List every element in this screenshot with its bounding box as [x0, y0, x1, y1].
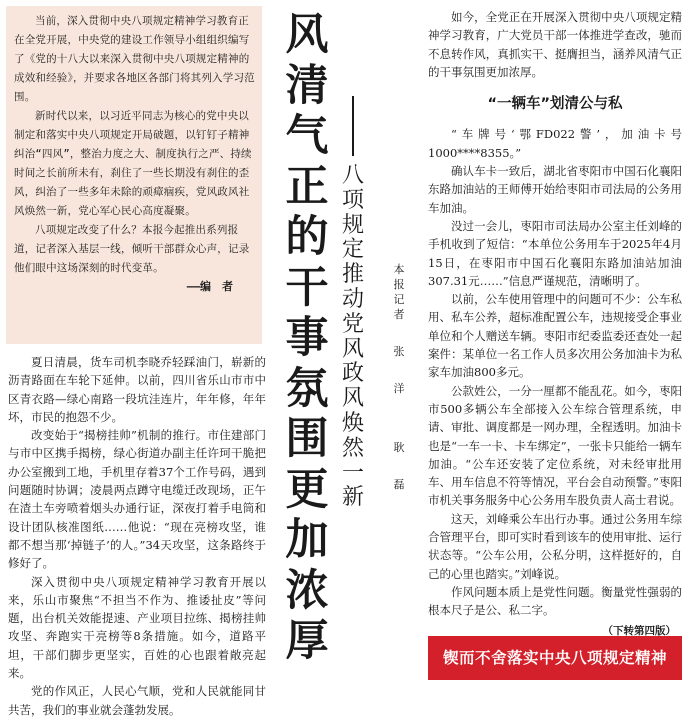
- subheadline-char: 然: [341, 435, 364, 461]
- article-paragraph: 以前，公车使用管理中的问题可不少：公车私用、私车公养，超标准配置公车，违规接受企事业单位和个人赠送车辆。枣阳市纪委监委还查处一起案件：某单位一名工作人员多次用公务加油卡为私家车加油800多元。: [428, 292, 682, 380]
- subheadline-char: 新: [341, 485, 364, 511]
- article-paragraph: 深入贯彻中央八项规定精神学习教育开展以来，乐山市聚焦“不担当不作为、推诿扯皮”等问题，出台机关效能提速、产业项目拉练、揭榜挂帅攻坚、奔跑实干亮榜等8条措施。如今，道路平坦，干部们脚步更坚实，百姓的心也跟着敞亮起来。: [8, 574, 266, 681]
- byline-name-char: 磊: [393, 478, 405, 491]
- headline-char: 气: [285, 111, 329, 161]
- headline-char: 清: [285, 60, 329, 111]
- headline-char: 事: [285, 313, 329, 363]
- headline-char: 加: [285, 515, 329, 565]
- headline-char: 浓: [285, 565, 329, 616]
- article-paragraph: 党的作风正，人民心气顺，党和人民就能同甘共苦，我们的事业就会蓬勃发展。: [8, 684, 266, 717]
- subheadline-char: 政: [341, 361, 364, 387]
- subheadline-char: 焕: [341, 410, 364, 436]
- intro-paragraph: 如今，全党正在开展深入贯彻中央八项规定精神学习教育，广大党员干部一体推进学查改，驰而不息转作风，真抓实干、挺膺担当，涵养风清气正的干事氛围更加浓厚。: [428, 10, 682, 79]
- subheadline: [340, 164, 366, 511]
- subheadline-char: 党: [341, 311, 364, 337]
- editor-note-paragraph: 当前，深入贯彻中央八项规定精神学习教育正在全党开展，中央党的建设工作领导小组组织编写了《党的十八大以来深入贯彻中央八项规定精神的成效和经验》，并要求各地区各部门将其列入学习范围。: [14, 15, 255, 103]
- subheadline-char: 动: [341, 286, 364, 312]
- headline-char: 氛: [285, 363, 329, 414]
- right-article-column: [428, 8, 682, 640]
- editor-note-paragraph: 新时代以来，以习近平同志为核心的党中央以制定和落实中央八项规定开局破题，以钉钉子精神纠治“四风”，整治力度之大、制度执行之严、持续时间之长前所未有，刹住了一些长期没有刹住的歪风，纠治了一些多年未除的顽瘴痼疾，党风政风社风焕然一新，党心军心民心高度凝聚。: [14, 110, 252, 217]
- headline-char: 厚: [285, 616, 329, 666]
- article-paragraph: 改变始于“揭榜挂帅”机制的推行。市住建部门与市中区携手揭榜，绿心街道办副主任许珂干脆把办公室搬到工地，手机里存着37个工作号码，遇到问题随时协调；凌晨两点蹲守电缆迁改现场，正午在渣土车旁喷着烟头办通行证，深夜打着手电筒和设计团队核准图纸……他说：“现在亮榜攻坚，谁都不想当那‘掉链子’的人。”34天攻坚，这条路终于修好了。: [8, 428, 266, 571]
- left-article-column: [8, 353, 266, 719]
- article-paragraph: 公款姓公，一分一厘都不能乱花。如今，枣阳市500多辆公车全部接入公车综合管理系统，申请、审批、调度都是一网办理，全程透明。加油卡也是“一车一卡、卡车绑定”，一张卡只能给一辆车加油。“公车还安装了定位系统，对未经审批用车、用车信息不符等情况，平台会自动预警。”枣阳市机关事务服务中心公务用车股负责人高士君说。: [428, 383, 682, 508]
- subheadline-char: 推: [341, 262, 364, 288]
- byline-label-char: 本: [393, 263, 405, 276]
- byline-name-char: 洋: [393, 382, 405, 395]
- headline-char: 正: [285, 161, 329, 212]
- subheadline-char: 定: [341, 237, 364, 263]
- byline-label-char: 报: [393, 278, 405, 291]
- main-headline: [276, 10, 338, 667]
- headline-char: 风: [285, 10, 329, 60]
- article-paragraph: 夏日清晨，货车司机李晓乔轻踩油门，崭新的沥青路面在车轮下延伸。以前，四川省乐山市市中区青衣路—绿心南路一段坑洼连片，年年修，年年坏，市民的抱怨不少。: [8, 355, 266, 424]
- subheadline-char: 一: [341, 460, 364, 486]
- subheadline-dash: [352, 96, 354, 156]
- headline-char: 干: [285, 262, 329, 313]
- byline-name-char: 张: [393, 345, 405, 358]
- subheadline-char: 八: [341, 163, 364, 188]
- byline-label-char: 者: [393, 308, 405, 321]
- editor-note-box: [6, 6, 262, 344]
- subheadline-char: 风: [341, 386, 364, 412]
- byline-name-char: 耿: [393, 441, 405, 454]
- editor-signature: ——编 者: [186, 280, 233, 293]
- headline-char: 更: [285, 464, 329, 515]
- byline-label-char: 记: [393, 293, 405, 306]
- subheadline-char: 项: [341, 187, 364, 213]
- section-title: “一辆车”划清公与私: [487, 96, 623, 113]
- editor-note-paragraph: 八项规定改变了什么？本报今起推出系列报道，记者深入基层一线，倾听干部群众心声，记录他们眼中这场深刻的时代变革。: [14, 224, 250, 274]
- article-paragraph: “车牌号‘鄂FD022警’，加油卡号1000****8355。”: [428, 127, 682, 160]
- article-paragraph: 确认车卡一致后，湖北省枣阳市中国石化襄阳东路加油站的王师傅开始给枣阳市司法局的公务用车加油。: [428, 164, 682, 215]
- series-banner: 锲而不舍落实中央八项规定精神: [428, 636, 682, 680]
- subheadline-char: 规: [341, 212, 364, 238]
- headline-char: 的: [285, 212, 329, 262]
- article-paragraph: 没过一会儿，枣阳市司法局办公室主任刘峰的手机收到了短信：“本单位公务用车于2025年4月15日，在枣阳市中国石化襄阳东路加油站加油307.31元……”信息严谨规范，清晰明了。: [428, 218, 682, 288]
- continued-note: （下转第四版）: [602, 624, 676, 637]
- headline-char: 围: [285, 414, 329, 464]
- subheadline-char: 风: [341, 336, 364, 362]
- article-paragraph: 这天，刘峰乘公车出行办事。通过公务用车综合管理平台，即可实时看到该车的使用审批、运行状态等。“公车公用，公私分明，这样挺好的，自己的心里也踏实。”刘峰说。: [428, 511, 682, 581]
- byline: [392, 262, 406, 492]
- article-paragraph: 作风问题本质上是党性问题。衡量党性强弱的根本尺子是公、私二字。: [428, 584, 682, 618]
